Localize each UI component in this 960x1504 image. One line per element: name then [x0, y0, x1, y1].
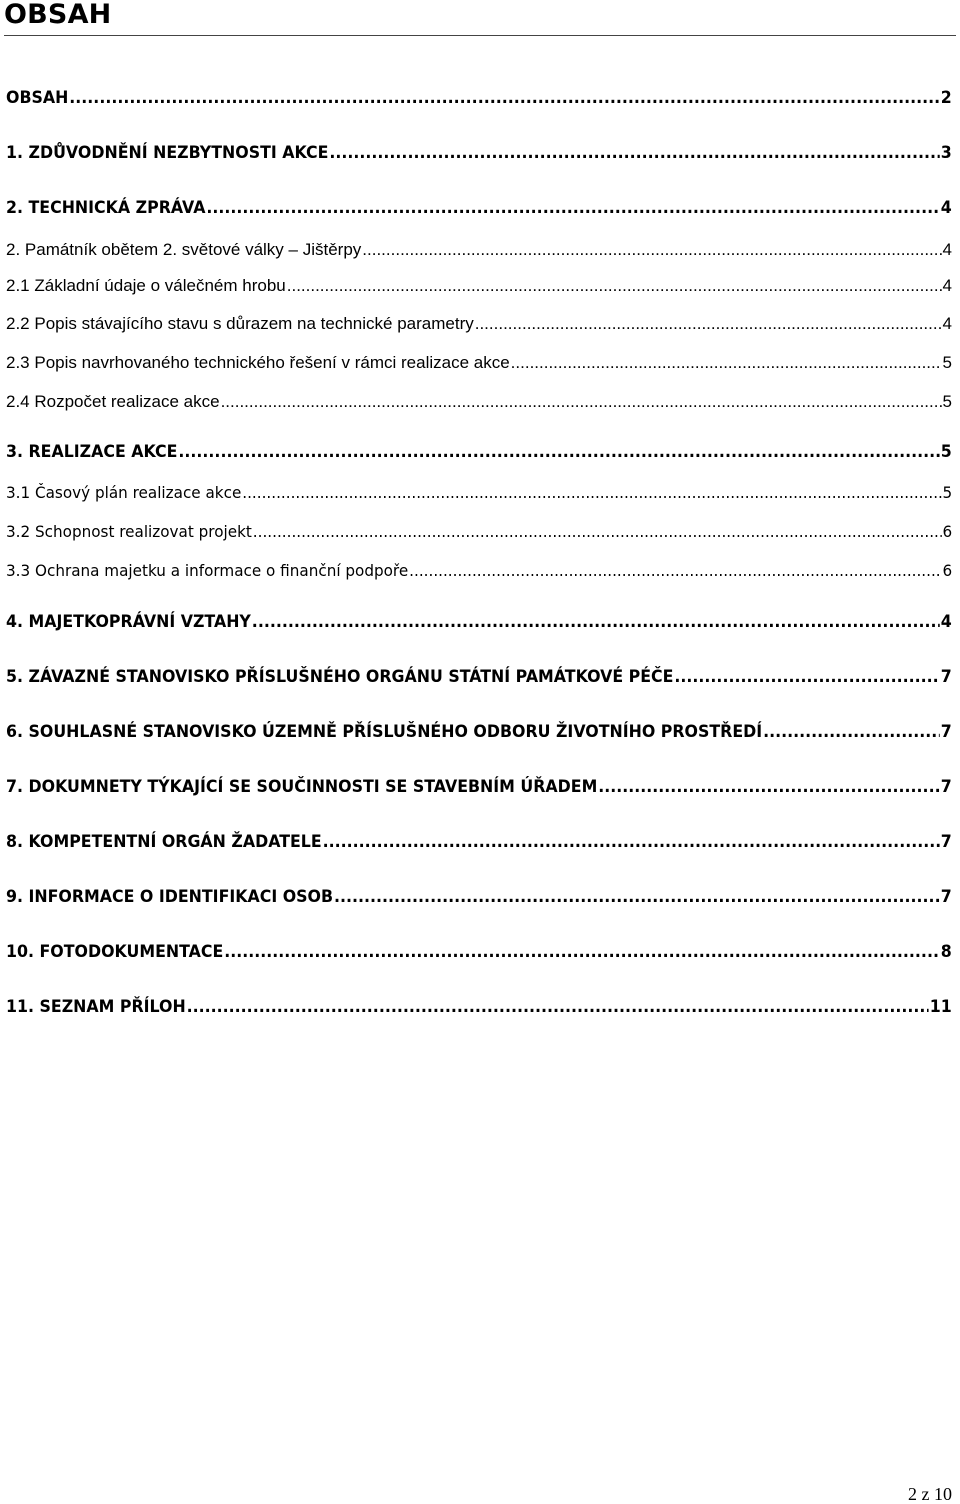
toc-entry-title: 2. Památník obětem 2. světové války – Jištěrpy — [6, 240, 362, 259]
toc-dot-leader — [323, 832, 940, 852]
toc-entry-title: 5. ZÁVAZNÉ STANOVISKO PŘÍSLUŠNÉHO ORGÁNU STÁTNÍ PAMÁTKOVÉ PÉČE — [6, 667, 674, 687]
toc-entry-page-number: 4 — [940, 612, 952, 632]
toc-entry-title: 2.3 Popis navrhovaného technického řešení v rámci realizace akce — [6, 353, 510, 372]
toc-entry-page-number: 11 — [929, 997, 952, 1017]
toc-entry-page-number: 7 — [940, 667, 952, 687]
toc-entry[interactable] — [6, 353, 952, 373]
toc-entry-page-number: 4 — [942, 276, 952, 295]
toc-entry-page-number: 4 — [940, 198, 952, 218]
toc-entry-page-number: 5 — [942, 392, 952, 411]
toc-entry[interactable] — [6, 777, 952, 797]
toc-entry-title: 3.2 Schopnost realizovat projekt — [6, 522, 252, 541]
toc-entry-page-number: 4 — [942, 314, 952, 333]
toc-entry[interactable] — [6, 314, 952, 334]
toc-dot-leader — [598, 777, 940, 797]
toc-entry-page-number: 6 — [942, 522, 953, 541]
toc-entry-title: 2.2 Popis stávajícího stavu s důrazem na technické parametry — [6, 314, 474, 333]
toc-entry[interactable] — [6, 392, 952, 412]
toc-entry-title: 2.1 Základní údaje o válečném hrobu — [6, 276, 286, 295]
toc-entry-page-number: 4 — [942, 240, 952, 259]
toc-entry-page-number: 7 — [940, 887, 952, 907]
toc-dot-leader — [287, 276, 942, 296]
toc-dot-leader — [334, 887, 940, 907]
toc-entry-page-number: 7 — [940, 832, 952, 852]
toc-dot-leader — [242, 483, 941, 502]
toc-entry-title: 6. SOUHLASNÉ STANOVISKO ÚZEMNĚ PŘÍSLUŠNÉHO ODBORU ŽIVOTNÍHO PROSTŘEDÍ — [6, 722, 763, 742]
toc-entry-title: 7. DOKUMNETY TÝKAJÍCÍ SE SOUČINNOSTI SE STAVEBNÍM ÚŘADEM — [6, 777, 598, 797]
toc-entry-page-number: 6 — [942, 561, 953, 580]
heading-divider — [4, 35, 956, 36]
toc-entry[interactable] — [6, 887, 952, 907]
toc-entry-title: 11. SEZNAM PŘÍLOH — [6, 997, 186, 1017]
toc-entry-page-number: 3 — [940, 143, 952, 163]
toc-entry[interactable] — [6, 722, 952, 742]
toc-dot-leader — [224, 942, 940, 962]
toc-entry-page-number: 2 — [940, 88, 952, 108]
toc-entry[interactable] — [6, 522, 952, 541]
toc-entry[interactable] — [6, 442, 952, 462]
page-number-footer: 2 z 10 — [908, 1484, 952, 1504]
toc-dot-leader — [253, 522, 942, 541]
toc-entry-title: 3.1 Časový plán realizace akce — [6, 483, 242, 502]
toc-dot-leader — [362, 240, 941, 260]
toc-entry[interactable] — [6, 240, 952, 260]
toc-entry-title: 8. KOMPETENTNÍ ORGÁN ŽADATELE — [6, 832, 322, 852]
toc-entry[interactable] — [6, 88, 952, 108]
toc-entry-page-number: 8 — [940, 942, 952, 962]
toc-dot-leader — [252, 612, 940, 632]
toc-dot-leader — [674, 667, 939, 687]
toc-entry-title: 4. MAJETKOPRÁVNÍ VZTAHY — [6, 612, 251, 632]
toc-entry[interactable] — [6, 832, 952, 852]
toc-entry[interactable] — [6, 143, 952, 163]
toc-dot-leader — [178, 442, 939, 462]
toc-entry-title: 3.3 Ochrana majetku a informace o finanční podpoře — [6, 561, 409, 580]
toc-entry[interactable] — [6, 561, 952, 580]
toc-entry-page-number: 5 — [940, 442, 952, 462]
toc-entry-page-number: 7 — [940, 722, 952, 742]
toc-dot-leader — [763, 722, 940, 742]
toc-dot-leader — [69, 88, 940, 108]
page-title: OBSAH — [4, 0, 112, 30]
toc-dot-leader — [409, 561, 941, 580]
toc-entry[interactable] — [6, 276, 952, 296]
toc-entry-title: 10. FOTODOKUMENTACE — [6, 942, 224, 962]
toc-entry-title: 1. ZDŮVODNĚNÍ NEZBYTNOSTI AKCE — [6, 143, 329, 163]
toc-entry[interactable] — [6, 483, 952, 502]
toc-entry-title: OBSAH — [6, 88, 69, 108]
toc-entry[interactable] — [6, 612, 952, 632]
toc-entry[interactable] — [6, 997, 952, 1017]
toc-entry-title: 3. REALIZACE AKCE — [6, 442, 178, 462]
toc-dot-leader — [329, 143, 940, 163]
toc-entry[interactable] — [6, 942, 952, 962]
toc-entry-page-number: 7 — [940, 777, 952, 797]
toc-entry[interactable] — [6, 198, 952, 218]
toc-entry-page-number: 5 — [942, 353, 952, 372]
toc-dot-leader — [187, 997, 929, 1017]
toc-dot-leader — [206, 198, 940, 218]
toc-dot-leader — [221, 392, 942, 412]
toc-entry-title: 2. TECHNICKÁ ZPRÁVA — [6, 198, 206, 218]
toc-entry-title: 2.4 Rozpočet realizace akce — [6, 392, 220, 411]
toc-entry-title: 9. INFORMACE O IDENTIFIKACI OSOB — [6, 887, 334, 907]
toc-dot-leader — [475, 314, 942, 334]
toc-entry[interactable] — [6, 667, 952, 687]
toc-dot-leader — [511, 353, 942, 373]
toc-entry-page-number: 5 — [942, 483, 953, 502]
